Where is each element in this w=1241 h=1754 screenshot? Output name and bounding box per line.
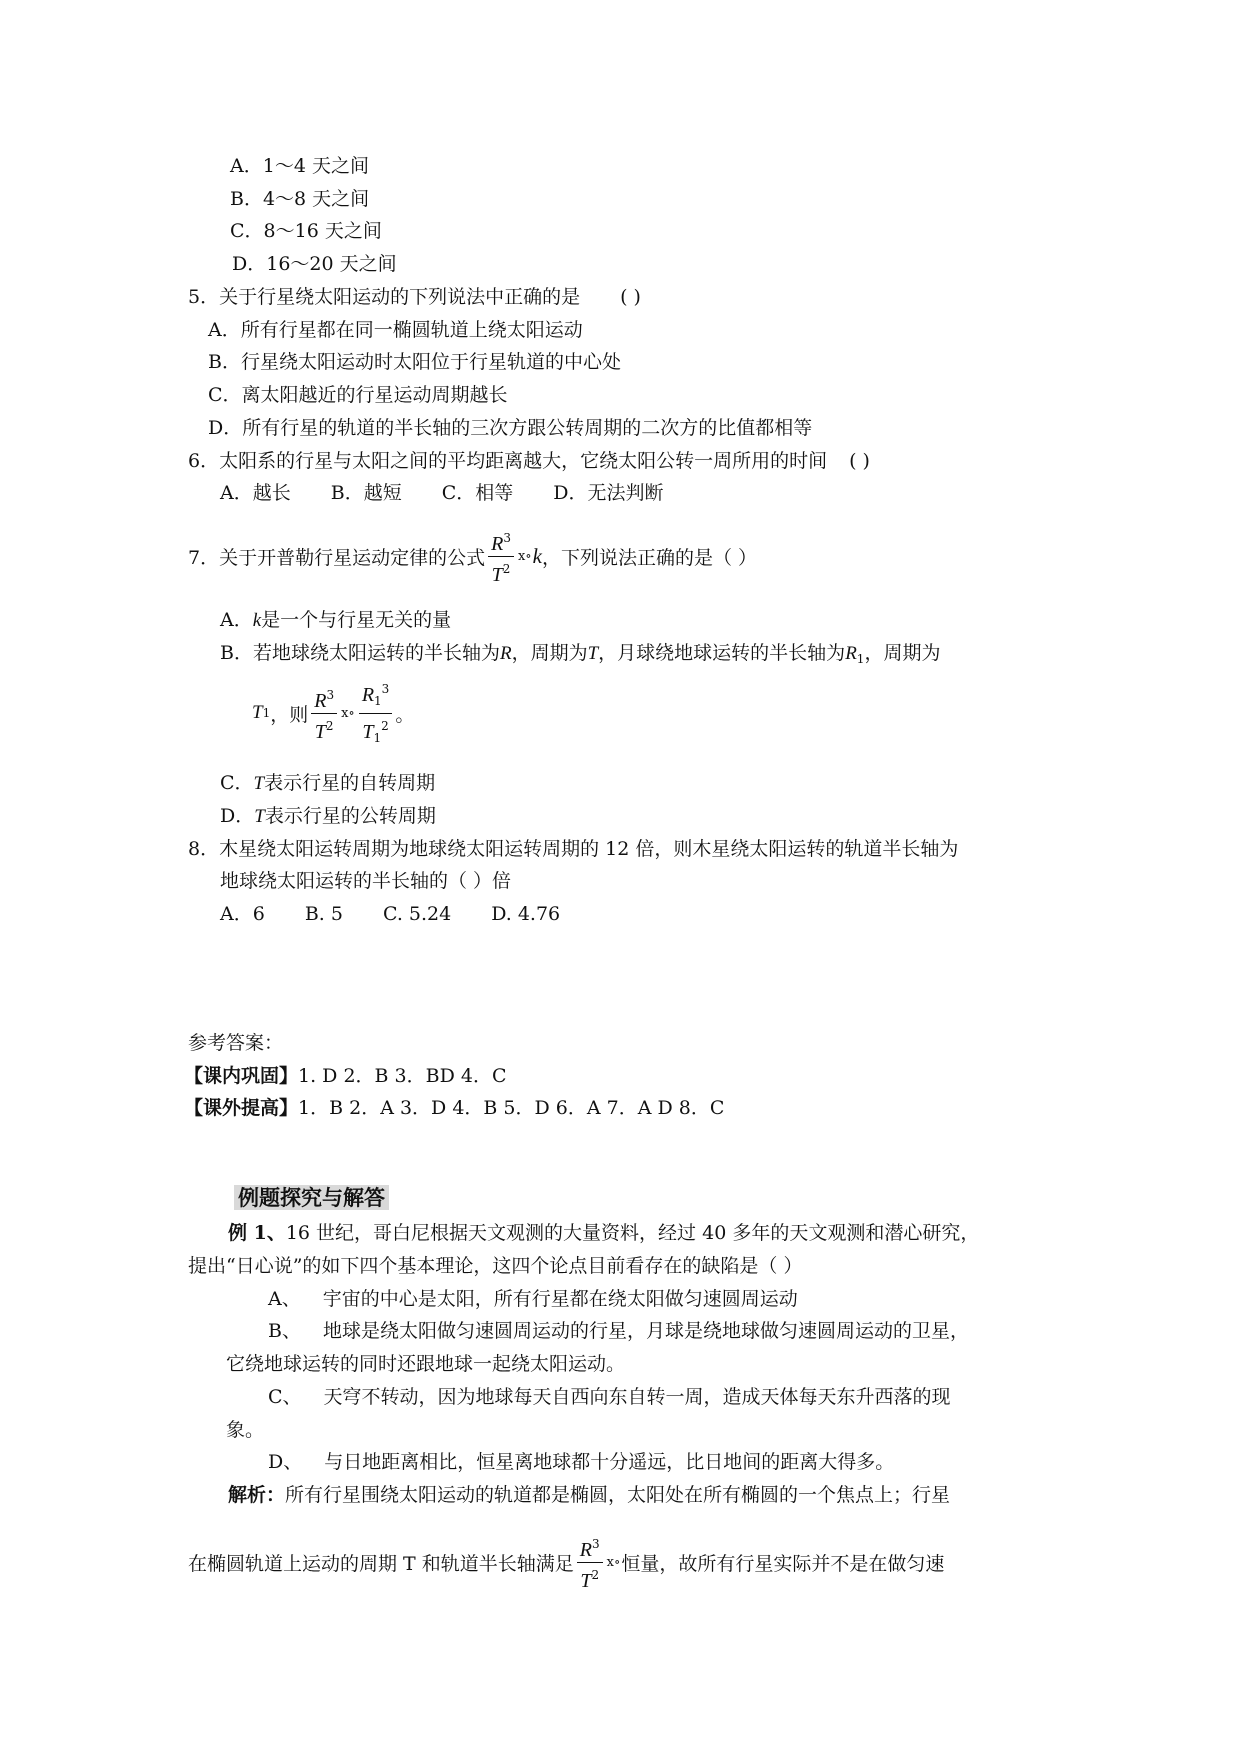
- q6-stem: [188, 448, 870, 474]
- q7-option-a-var: k: [252, 610, 262, 631]
- q6-option-c: C．相等: [441, 482, 514, 504]
- q8-stem-line2: 地球绕太阳运转的半长轴的（ ）倍: [220, 870, 512, 892]
- q8-options: [220, 901, 560, 927]
- example-option-a-label: A、: [268, 1288, 301, 1310]
- q8-option-a: A．6: [220, 903, 265, 925]
- formula-denominator-exp: 2: [502, 561, 511, 576]
- q6-stem-text: 6．太阳系的行星与太阳之间的平均距离越大，它绕太阳公转一周所用的时间: [188, 450, 828, 472]
- moon-orbit-ratio: [359, 677, 393, 750]
- q4-option-a: [230, 153, 369, 179]
- q7-option-a-label: A．: [220, 609, 253, 631]
- q5-option-c: C．离太阳越近的行星运动周期越长: [208, 384, 508, 406]
- analysis-text-1: 所有行星围绕太阳运动的轨道都是椭圆，太阳处在所有椭圆的一个焦点上；行星: [285, 1484, 951, 1506]
- example-line-1: [228, 1220, 979, 1246]
- q4-option-b: [230, 186, 369, 212]
- ratio-r: R: [314, 689, 327, 712]
- ratio-t1-sub: 1: [373, 730, 382, 745]
- formula-numerator-var: R: [491, 532, 504, 555]
- example-option-d: [268, 1449, 894, 1475]
- q6-options: [220, 480, 663, 506]
- q4-option-d-label: D．: [232, 253, 267, 275]
- answers-row-extension-label: 【课外提高】: [184, 1097, 299, 1119]
- q7-option-b-text-4: ，周期为: [864, 642, 941, 664]
- q7-stem: [188, 526, 757, 586]
- answers-row-in-class: [184, 1063, 507, 1089]
- q8-option-c: C. 5.24: [382, 903, 452, 925]
- formula-numerator-exp: 3: [503, 530, 511, 545]
- q7-option-c-var: T: [253, 773, 265, 794]
- q7-option-b: [220, 640, 940, 666]
- example-label: 例 1、: [228, 1222, 286, 1244]
- analysis-formula: [577, 1532, 603, 1593]
- q7-option-a: [220, 607, 451, 633]
- q7-option-d-text: 表示行星的公转周期: [264, 805, 436, 827]
- q6-option-a: A．越长: [220, 482, 291, 504]
- analysis-relation-glyph: ⅹ∘: [606, 1554, 621, 1570]
- example-option-a: [268, 1286, 798, 1312]
- q4-option-a-text: 1～4 天之间: [262, 155, 369, 177]
- q7-option-c-text: 表示行星的自转周期: [264, 772, 436, 794]
- q4-option-b-text: 4～8 天之间: [262, 188, 370, 210]
- answers-title: 参考答案：: [188, 1032, 284, 1054]
- ratio-r1-sub: 1: [374, 693, 382, 708]
- kepler-formula: [488, 526, 514, 587]
- formula-constant: k: [532, 543, 542, 568]
- q4-option-a-label: A．: [230, 155, 263, 177]
- ratio-t1: T: [362, 720, 374, 743]
- earth-orbit-ratio: [311, 683, 337, 744]
- example-option-b-label: B、: [268, 1320, 301, 1342]
- q7-option-b-sub-1: 1: [856, 652, 865, 666]
- example-line-2: 提出“日心说”的如下四个基本理论，这四个论点目前看存在的缺陷是（ ）: [188, 1255, 803, 1277]
- q4-option-c-text: 8～16 天之间: [263, 220, 382, 242]
- q7-cont-var-t1: T: [252, 702, 263, 723]
- q5-stem: [188, 284, 641, 310]
- q4-option-c-label: C．: [230, 220, 264, 242]
- q7-option-b-var-r1: R: [845, 643, 857, 664]
- formula-relation-glyph: ⅹ∘: [517, 548, 532, 564]
- example-option-c-cont: 象。: [226, 1419, 265, 1441]
- example-option-b-cont: 它绕地球运转的同时还跟地球一起绕太阳运动。: [226, 1353, 626, 1375]
- q7-option-b-var-t: T: [587, 643, 599, 664]
- q7-option-b-text-3: ，月球绕地球运转的半长轴为: [598, 642, 846, 664]
- answers-row-in-class-values: 1. D 2．B 3．BD 4．C: [298, 1065, 507, 1087]
- q7-cont-end: 。: [395, 703, 415, 726]
- section-heading-text: 例题探究与解答: [234, 1185, 389, 1210]
- example-option-c-text-1: 天穹不转动，因为地球每天自西向东自转一周，造成天体每天东升西落的现: [323, 1386, 951, 1408]
- q5-option-a: A．所有行星都在同一椭圆轨道上绕太阳运动: [208, 319, 583, 341]
- analysis-formula-r: R: [579, 1538, 592, 1561]
- q8-stem-line1: 8．木星绕太阳运转周期为地球绕太阳运转周期的 12 倍，则木星绕太阳运转的轨道半长轴为: [188, 838, 959, 860]
- analysis-text-2-after: 恒量，故所有行星实际并不是在做匀速: [621, 1552, 945, 1575]
- ratio-r1: R: [361, 683, 375, 706]
- q4-option-d-text: 16～20 天之间: [266, 253, 397, 275]
- q6-option-b: B．越短: [330, 482, 402, 504]
- q7-stem-before: 7．关于开普勒行星运动定律的公式: [188, 546, 486, 569]
- q5-stem-text: 5．关于行星绕太阳运动的下列说法中正确的是: [188, 286, 581, 308]
- q4-option-b-label: B．: [230, 188, 263, 210]
- q5-option-b: B．行星绕太阳运动时太阳位于行星轨道的中心处: [208, 351, 621, 373]
- answers-row-in-class-label: 【课内巩固】: [184, 1065, 299, 1087]
- q7-option-d: [220, 803, 436, 829]
- q7-cont-sub-1: 1: [262, 706, 271, 720]
- q7-stem-after: ，下列说法正确的是（ ）: [542, 546, 758, 569]
- section-heading: [234, 1183, 389, 1213]
- example-text-1: 16 世纪，哥白尼根据天文观测的大量资料，经过 40 多年的天文观测和潜心研究，: [285, 1222, 980, 1244]
- example-option-c-label: C、: [268, 1386, 302, 1408]
- q7-option-b-text-1: B．若地球绕太阳运转的半长轴为: [220, 642, 500, 664]
- ratio-t1-exp: 2: [381, 718, 389, 733]
- q8-option-b: B. 5: [304, 903, 343, 925]
- answers-row-extension: [184, 1095, 724, 1121]
- q7-cont-text: ，则: [270, 703, 309, 726]
- q6-option-d: D．无法判断: [553, 482, 664, 504]
- example-option-b: [268, 1318, 969, 1344]
- answers-row-extension-values: 1．B 2．A 3．D 4．B 5．D 6．A 7．A D 8．C: [298, 1097, 725, 1119]
- q6-answer-paren: ( ): [849, 450, 870, 472]
- example-option-b-text-1: 地球是绕太阳做匀速圆周运动的行星，月球是绕地球做匀速圆周运动的卫星，: [322, 1320, 969, 1342]
- analysis-text-2-before: 在椭圆轨道上运动的周期 T 和轨道半长轴满足: [188, 1552, 574, 1575]
- example-option-a-text: 宇宙的中心是太阳，所有行星都在绕太阳做匀速圆周运动: [322, 1288, 798, 1310]
- example-option-d-label: D、: [268, 1451, 303, 1473]
- q7-option-c: [220, 770, 435, 796]
- q7-option-c-label: C．: [220, 772, 254, 794]
- analysis-label: 解析：: [228, 1484, 286, 1506]
- analysis-line-1: [228, 1482, 950, 1508]
- analysis-formula-t: T: [580, 1569, 592, 1592]
- example-option-d-text: 与日地距离相比，恒星离地球都十分遥远，比日地间的距离大得多。: [324, 1451, 895, 1473]
- example-option-c: [268, 1384, 951, 1410]
- ratio-r1-exp: 3: [381, 681, 390, 696]
- q7-option-b-var-r: R: [499, 643, 512, 664]
- analysis-formula-t-exp: 2: [591, 1567, 600, 1582]
- q5-answer-paren: ( ): [620, 286, 641, 308]
- q7-option-b-continuation: [252, 683, 414, 743]
- ratio-relation-glyph: ⅹ∘: [341, 705, 355, 721]
- q7-option-d-label: D．: [220, 805, 255, 827]
- ratio-r-exp: 3: [326, 687, 335, 702]
- ratio-t-exp: 2: [325, 718, 334, 733]
- q7-option-a-text: 是一个与行星无关的量: [261, 609, 452, 631]
- ratio-t: T: [314, 720, 326, 743]
- q4-option-d: [232, 251, 397, 277]
- q5-option-d: D．所有行星的轨道的半长轴的三次方跟公转周期的二次方的比值都相等: [208, 417, 813, 439]
- q8-option-d: D. 4.76: [491, 903, 561, 925]
- q7-option-d-var: T: [254, 806, 265, 827]
- q7-option-b-text-2: ，周期为: [511, 642, 588, 664]
- formula-denominator-var: T: [491, 563, 503, 586]
- analysis-formula-r-exp: 3: [591, 1536, 600, 1551]
- analysis-line-2: [188, 1532, 944, 1592]
- q4-option-c: [230, 218, 382, 244]
